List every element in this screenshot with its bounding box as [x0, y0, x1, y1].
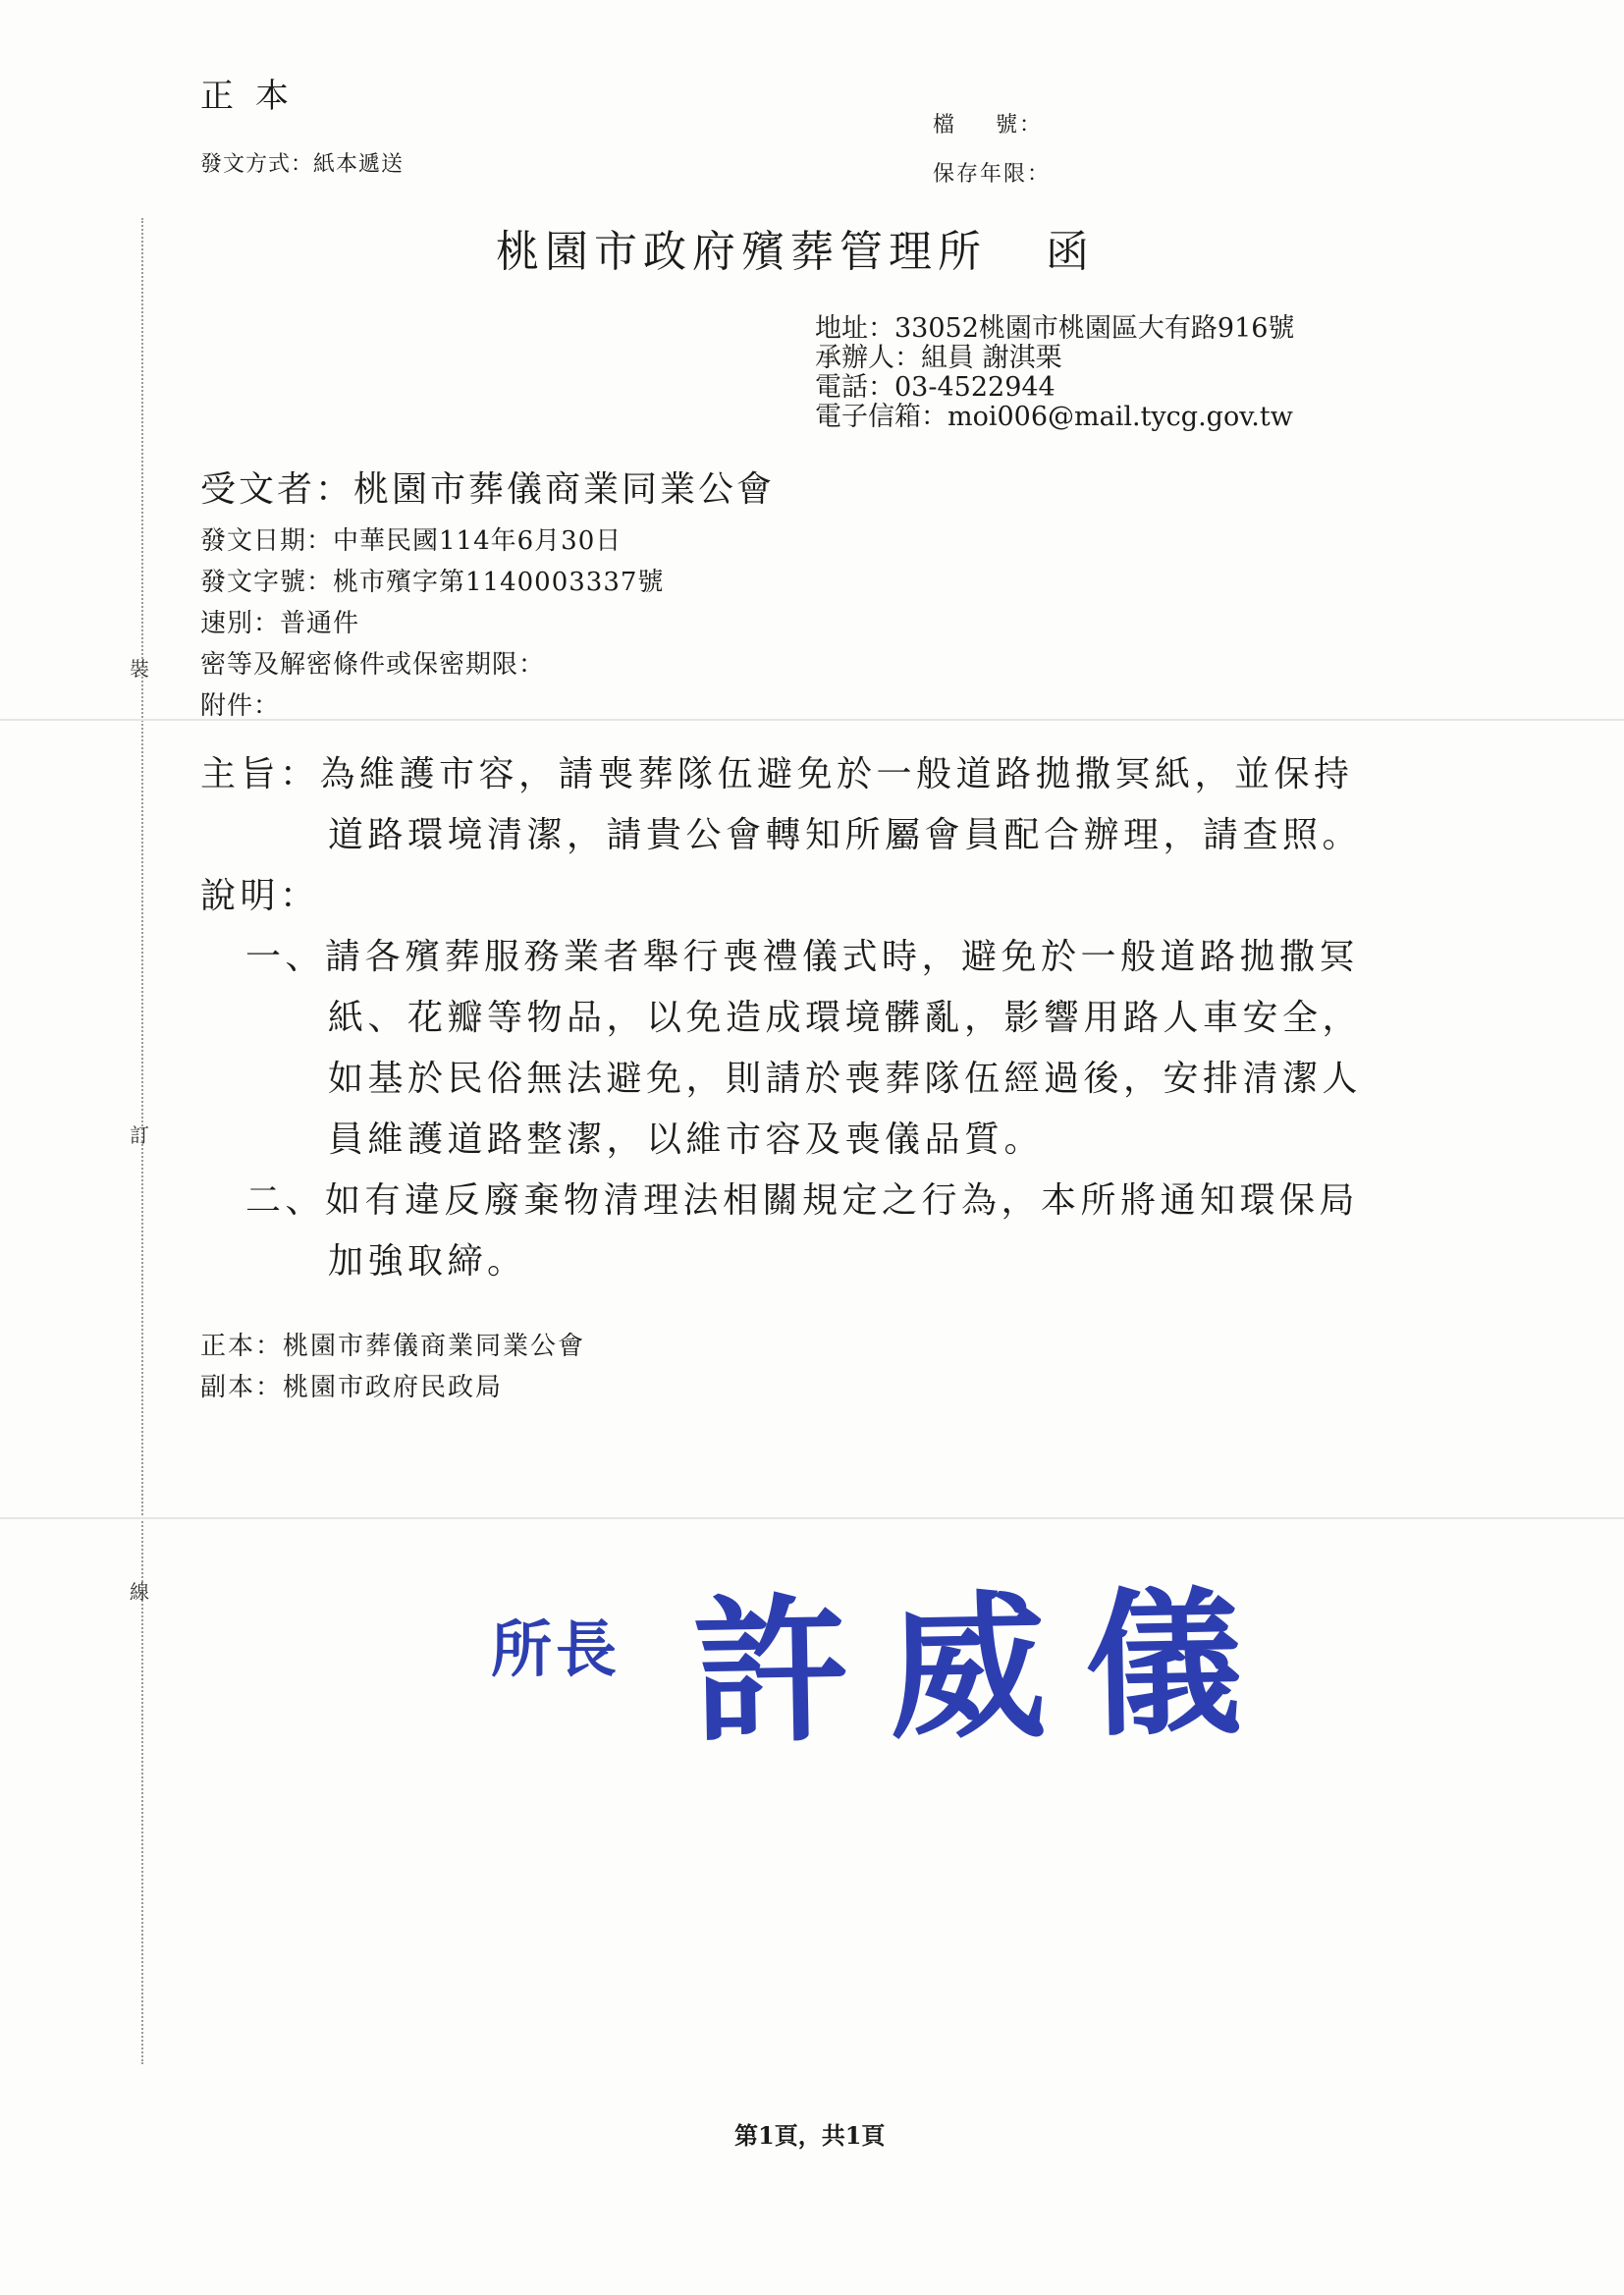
- signature-stamp-name: 許威儀: [690, 1569, 1283, 1766]
- explanation-heading: 說明：: [200, 876, 320, 916]
- file-number-label-part1: 檔: [933, 113, 957, 137]
- contact-email: 電子信箱：moi006@mail.tycg.gov.tw: [815, 402, 1293, 432]
- explanation-item1-line2: 紙、花瓣等物品，以免造成環境髒亂，影響用路人車安全，: [328, 998, 1363, 1038]
- subject-line-2: 道路環境清潔，請貴公會轉知所屬會員配合辦理，請查照。: [328, 815, 1363, 855]
- retention-label: 保存年限：: [933, 162, 1052, 187]
- explanation-item2-line2: 加強取締。: [328, 1241, 527, 1282]
- binding-mark-ding: 訂: [130, 1123, 149, 1147]
- explanation-item1-line4: 員維護道路整潔，以維市容及喪儀品質。: [328, 1120, 1045, 1160]
- contact-address: 地址：33052桃園市桃園區大有路916號: [815, 313, 1295, 344]
- contact-phone: 電話：03-4522944: [815, 372, 1056, 403]
- document-title: [496, 216, 1095, 279]
- agency-name: 桃園市政府殯葬管理所: [496, 227, 987, 277]
- file-number-label: [933, 108, 1043, 138]
- copy-type: 正本: [200, 77, 310, 116]
- send-method: 發文方式：紙本遞送: [200, 152, 405, 177]
- recipient: 受文者：桃園市葬儀商業同業公會: [200, 469, 776, 510]
- page-number: 第1頁，共1頁: [734, 2121, 886, 2150]
- contact-block: [815, 314, 1294, 432]
- explanation-item1-line3: 如基於民俗無法避免，則請於喪葬隊伍經過後，安排清潔人: [328, 1059, 1363, 1099]
- distribution-original: 正本：桃園市葬儀商業同業公會: [200, 1332, 586, 1361]
- meta-block: [200, 520, 664, 727]
- binding-mark-zhuang: 裝: [130, 657, 149, 681]
- subject-line-1: 主旨：為維護市容，請喪葬隊伍避免於一般道路拋撒冥紙，並保持: [200, 754, 1354, 794]
- attachment: 附件：: [200, 691, 281, 721]
- distribution-list: [200, 1326, 585, 1408]
- explanation-item2-line1: 二、如有違反廢棄物清理法相關規定之行為，本所將通知環保局: [245, 1180, 1360, 1221]
- binding-mark-xian: 線: [130, 1580, 149, 1604]
- distribution-copy: 副本：桃園市政府民政局: [200, 1373, 504, 1402]
- priority: 速別：普通件: [200, 609, 360, 638]
- signature-stamp-title: 所長: [491, 1613, 622, 1685]
- paper-fold: [0, 1517, 1624, 1519]
- document-type: 函: [1046, 227, 1095, 277]
- file-number-label-part2: 號：: [996, 113, 1044, 137]
- classification: 密等及解密條件或保密期限：: [200, 650, 546, 680]
- issue-date: 發文日期：中華民國114年6月30日: [200, 526, 623, 556]
- contact-handler: 承辦人：組員 謝淇栗: [815, 343, 1062, 373]
- explanation-item1-line1: 一、請各殯葬服務業者舉行喪禮儀式時，避免於一般道路拋撒冥: [245, 937, 1360, 977]
- document-number: 發文字號：桃市殯字第1140003337號: [200, 568, 665, 597]
